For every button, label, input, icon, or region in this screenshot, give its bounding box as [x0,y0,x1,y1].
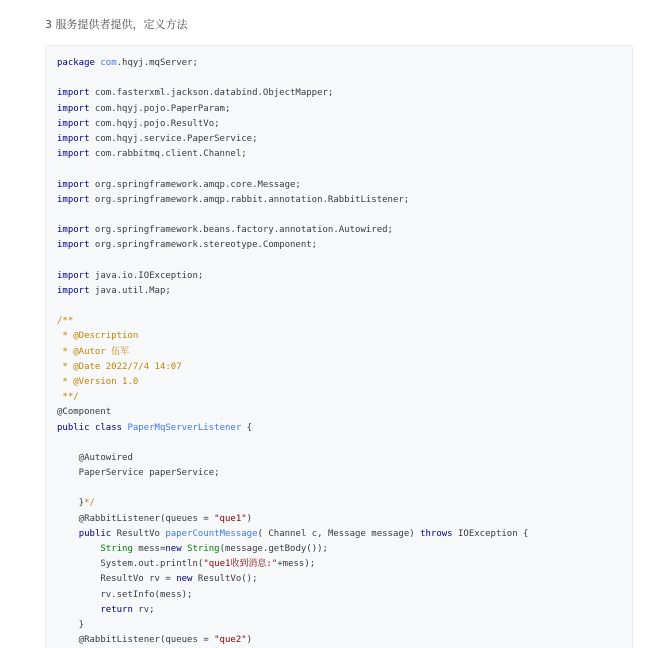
code-token: com.hqyj.pojo.PaperParam; [89,103,231,114]
code-line [57,390,528,405]
code-token: paperCountMessage [165,528,258,539]
code-line [57,238,528,253]
code-line [57,603,528,618]
code-content [57,56,528,648]
code-token: */ [84,498,95,509]
code-line [57,102,528,117]
code-token: /** [57,316,74,327]
code-line [57,86,528,101]
code-token: ) [246,635,253,646]
code-line [57,421,528,436]
code-token: rv; [132,604,155,615]
code-token: org.springframework.amqp.rabbit.annotation.RabbitListener; [89,194,410,205]
code-token: java.util.Map; [89,285,171,296]
code-token: org.springframework.beans.factory.annotation.Autowired; [89,225,393,236]
code-token: class [94,422,123,433]
code-token: PaperService paperService; [57,468,220,479]
code-token: import [57,179,90,190]
code-token: package [57,58,95,68]
code-line [57,269,528,284]
code-token: rv.setInfo(mess); [57,589,193,600]
code-token: com.hqyj.pojo.ResultVo; [89,118,220,129]
code-token: PaperMqServerListener [127,422,242,433]
code-token: com.rabbitmq.client.Channel; [89,149,247,160]
code-line [57,375,528,390]
code-token: ResultVo [111,528,166,539]
code-line [57,436,528,451]
code-token: import [57,270,90,281]
code-token: .hqyj.mqServer; [116,58,198,68]
code-line [57,618,528,633]
code-line [57,542,528,557]
code-line [57,405,528,420]
code-line [57,162,528,177]
code-line [57,253,528,268]
code-line [57,223,528,238]
code-token: import [57,240,90,251]
code-line [57,71,528,86]
code-token: com.hqyj.service.PaperService; [89,133,258,144]
code-line [57,178,528,193]
code-line [57,329,528,344]
code-line [57,56,528,71]
code-token: import [57,118,90,129]
code-token: } [57,619,85,630]
code-token: import [57,225,90,236]
code-line [57,588,528,603]
code-token: * @Version 1.0 [57,376,139,387]
code-line [57,117,528,132]
code-token: throws [420,528,453,539]
code-token [57,544,100,554]
code-token: import [57,133,90,144]
code-line [57,284,528,299]
code-token: public [57,422,90,433]
code-token: import [57,103,90,114]
code-token: +mess); [277,559,316,570]
code-token: * @Date 2022/7/4 14:07 [57,361,182,372]
code-token: return [100,604,133,615]
code-token: ResultVo rv = [57,574,177,585]
code-token: import [57,149,90,160]
code-token: new [165,544,182,554]
code-line [57,572,528,587]
code-line [57,527,528,542]
code-token: (message.getBody()); [219,544,328,554]
code-token: public [78,528,112,539]
code-line [57,208,528,223]
code-line [57,512,528,527]
code-token: System.out.println( [57,559,204,570]
code-line [57,314,528,329]
code-token: { [241,422,253,433]
code-token [57,529,79,539]
code-line [57,633,528,648]
code-token: ( Channel c, Message message) [257,528,421,539]
code-token: String [187,544,220,554]
code-line [57,557,528,572]
code-token: import [57,88,90,99]
code-token: org.springframework.stereotype.Component; [89,240,318,251]
code-line [57,451,528,466]
code-token: @Autowired [57,452,133,463]
code-token: @RabbitListener(queues = [57,513,215,524]
section-heading: 3 服务提供者提供，定义方法 [45,18,188,31]
code-token: String [100,544,133,554]
code-token: @Component [57,407,112,418]
code-token: "que1" [214,513,247,524]
code-line [57,147,528,162]
code-token: @RabbitListener(queues = [57,635,215,646]
code-line [57,193,528,208]
code-token [57,605,100,615]
code-token: IOException { [452,528,529,539]
code-token: com.fasterxml.jackson.databind.ObjectMapper; [89,88,334,99]
code-line [57,360,528,375]
code-token: } [57,498,85,509]
code-token: * @Description [57,331,139,342]
code-line [57,132,528,147]
code-block[interactable] [45,45,633,648]
code-token: mess= [132,544,166,554]
code-token: ) [246,513,253,524]
code-line [57,481,528,496]
code-token: * @Autor 伍军 [57,346,130,357]
code-line [57,496,528,511]
code-token: import [57,285,90,296]
code-token: com [100,58,117,68]
code-token: "que2" [214,635,247,646]
code-line [57,299,528,314]
code-line [57,345,528,360]
code-token: "que1收到消息:" [203,559,278,570]
code-token: **/ [57,392,79,403]
code-token: new [176,574,193,585]
code-token: ResultVo(); [192,574,258,585]
code-line [57,466,528,481]
code-token: import [57,194,90,205]
code-token: java.io.IOException; [89,270,204,281]
code-token: org.springframework.amqp.core.Message; [89,179,301,190]
